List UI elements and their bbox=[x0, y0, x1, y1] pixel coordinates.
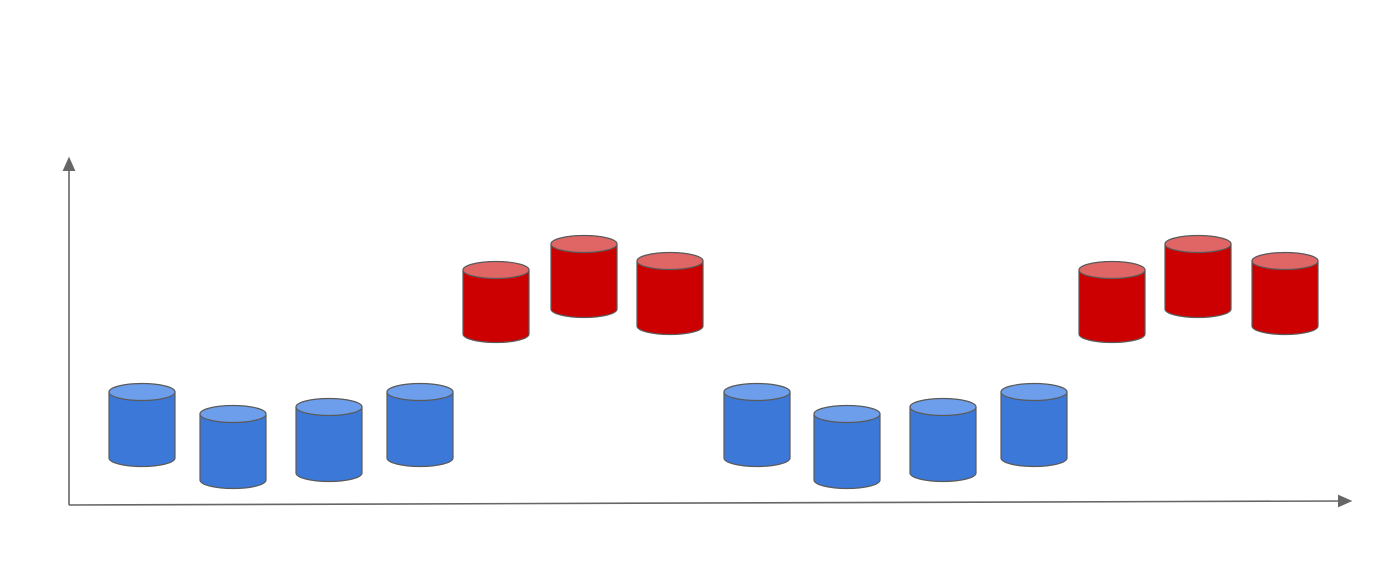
cylinder-top bbox=[296, 399, 362, 416]
cylinder-body bbox=[814, 414, 880, 489]
cylinder-blue-5 bbox=[724, 384, 790, 467]
cylinder-top bbox=[1079, 262, 1145, 279]
cylinder-top bbox=[109, 384, 175, 401]
cylinder-body bbox=[1079, 270, 1145, 343]
cylinder-blue-1 bbox=[109, 384, 175, 467]
cylinder-top bbox=[910, 399, 976, 416]
cylinder-body bbox=[1252, 261, 1318, 335]
cylinder-body bbox=[387, 392, 453, 467]
cylinder-top bbox=[814, 406, 880, 423]
cylinder-top bbox=[1252, 253, 1318, 270]
cylinder-top bbox=[1165, 236, 1231, 253]
cylinder-red-4 bbox=[1079, 262, 1145, 343]
cylinder-blue-3 bbox=[296, 399, 362, 482]
cylinder-red-5 bbox=[1165, 236, 1231, 318]
cylinder-body bbox=[296, 407, 362, 482]
cylinder-top bbox=[200, 406, 266, 423]
cylinder-body bbox=[1165, 244, 1231, 318]
cylinder-red-3 bbox=[637, 253, 703, 335]
cylinder-top bbox=[463, 262, 529, 279]
cylinder-blue-7 bbox=[910, 399, 976, 482]
cylinder-top bbox=[387, 384, 453, 401]
cylinder-body bbox=[109, 392, 175, 467]
cylinder-red-6 bbox=[1252, 253, 1318, 335]
cylinder-top bbox=[724, 384, 790, 401]
cylinder-body bbox=[551, 244, 617, 318]
cylinders-group bbox=[109, 236, 1318, 489]
cylinder-top bbox=[551, 236, 617, 253]
cylinder-red-2 bbox=[551, 236, 617, 318]
cylinder-body bbox=[463, 270, 529, 343]
cylinder-body bbox=[200, 414, 266, 489]
cylinder-body bbox=[1001, 392, 1067, 467]
cylinder-body bbox=[637, 261, 703, 335]
x-axis bbox=[69, 501, 1346, 505]
cylinder-top bbox=[637, 253, 703, 270]
cylinder-blue-2 bbox=[200, 406, 266, 489]
cylinder-top bbox=[1001, 384, 1067, 401]
cylinder-blue-6 bbox=[814, 406, 880, 489]
cylinder-blue-4 bbox=[387, 384, 453, 467]
cylinder-body bbox=[724, 392, 790, 467]
cylinder-body bbox=[910, 407, 976, 482]
cylinder-red-1 bbox=[463, 262, 529, 343]
cylinder-blue-8 bbox=[1001, 384, 1067, 467]
